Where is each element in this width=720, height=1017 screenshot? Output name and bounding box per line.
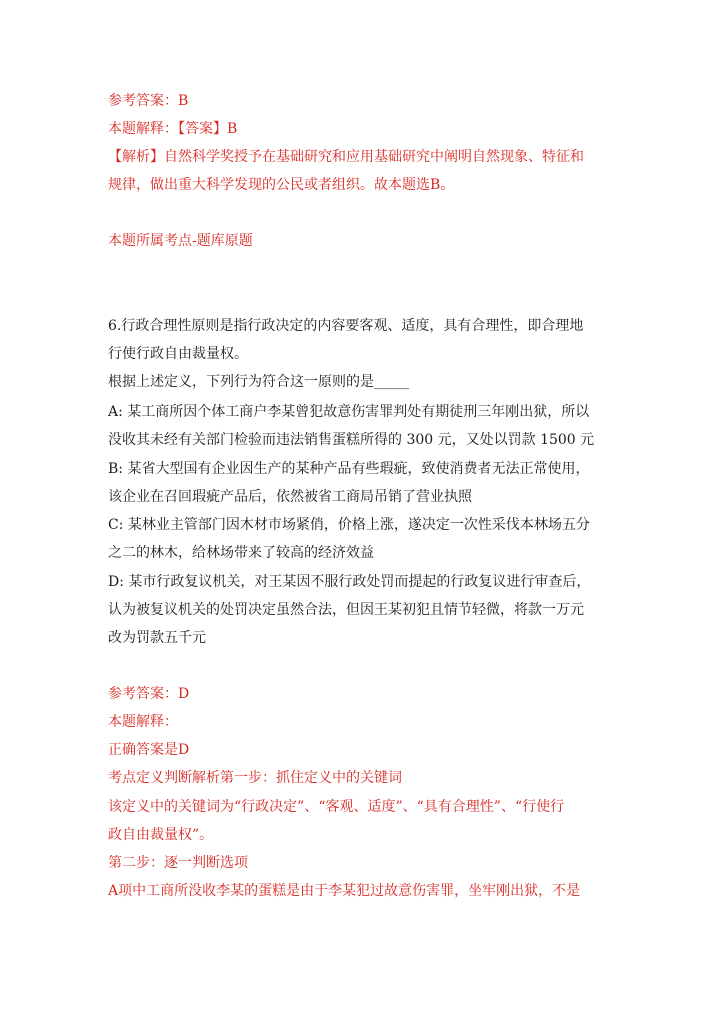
explanation-title: 本题解释：【答案】B [108, 121, 238, 137]
option-a-judgement-line: A项中工商所没收李某的蛋糕是由于李某犯过故意伤害罪，坐牢刚出狱，不是 [108, 883, 581, 899]
question-stem-line-1: 6.行政合理性原则是指行政决定的内容要客观、适度，具有合理性，即合理地 [108, 318, 584, 334]
correct-answer-line: 正确答案是D [108, 742, 190, 758]
option-b-line-2: 该企业在召回瑕疵产品后，依然被省工商局吊销了营业执照 [108, 489, 472, 505]
option-c-line-2: 之二的林木，给林场带来了较高的经济效益 [108, 545, 374, 561]
answer-line: 参考答案：B [108, 93, 189, 109]
option-c-line-1: C: 某林业主管部门因木材市场紧俏，价格上涨，遂决定一次性采伐本林场五分 [108, 517, 590, 533]
keywords-line-2: 政自由裁量权”。 [108, 827, 214, 843]
option-d-line-3: 改为罚款五千元 [108, 630, 206, 646]
option-a-line-1: A: 某工商所因个体工商户李某曾犯故意伤害罪判处有期徒刑三年刚出狱，所以 [108, 404, 590, 420]
question-stem-line-2: 行使行政自由裁量权。 [108, 346, 248, 362]
explanation-title-q6: 本题解释： [108, 714, 178, 730]
analysis-line-2: 规律，做出重大科学发现的公民或者组织。故本题选B。 [108, 177, 455, 193]
analysis-line-1: 【解析】自然科学奖授予在基础研究和应用基础研究中阐明自然现象、特征和 [108, 149, 584, 165]
source-line: 本题所属考点-题库原题 [108, 233, 253, 249]
answer-line-q6: 参考答案：D [108, 686, 190, 702]
option-d-line-1: D: 某市行政复议机关，对王某因不服行政处罚而提起的行政复议进行审查后， [108, 574, 591, 590]
step-one-line: 考点定义判断解析第一步：抓住定义中的关键词 [108, 770, 402, 786]
option-d-line-2: 认为被复议机关的处罚决定虽然合法，但因王某初犯且情节轻微，将款一万元 [108, 602, 584, 618]
step-two-line: 第二步：逐一判断选项 [108, 855, 248, 871]
keywords-line-1: 该定义中的关键词为“行政决定”、“客观、适度”、“具有合理性”、“行使行 [108, 799, 565, 815]
option-b-line-1: B: 某省大型国有企业因生产的某种产品有些瑕疵，致使消费者无法正常使用， [108, 461, 590, 477]
option-a-line-2: 没收其未经有关部门检验而违法销售蛋糕所得的 300 元，又处以罚款 1500 元 [108, 432, 595, 448]
question-prompt: 根据上述定义，下列行为符合这一原则的是_____ [108, 374, 409, 390]
